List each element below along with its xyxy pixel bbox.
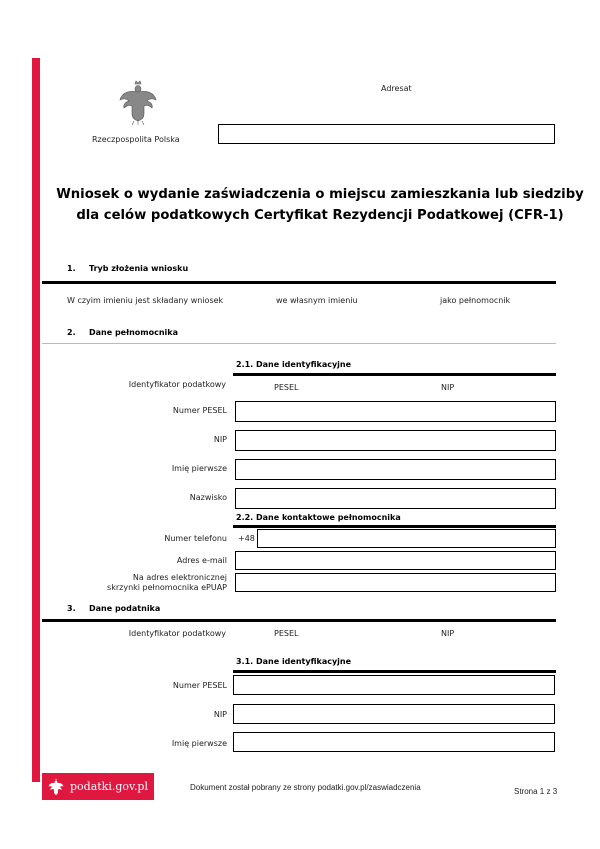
epuap-label-line2: skrzynki pełnomocnika ePUAP [107, 583, 227, 592]
section-divider [42, 281, 556, 284]
subsection-divider [233, 670, 556, 673]
podatki-logo [42, 773, 154, 800]
field-label: Nazwisko [189, 493, 227, 502]
addressee-label: Adresat [381, 84, 412, 93]
proxy-phone-input[interactable] [257, 529, 556, 548]
section-title: Dane pełnomocnika [89, 328, 178, 337]
field-label: Numer PESEL [172, 681, 227, 690]
subsection-2-2-heading: 2.2. Dane kontaktowe pełnomocnika [236, 513, 401, 522]
download-source-note: Dokument został pobrany ze strony podatki.gov.pl/zaswiadczenia [190, 783, 421, 792]
section-number: 2. [67, 328, 76, 337]
field-label: Imię pierwsze [171, 739, 227, 748]
field-label: Numer PESEL [172, 406, 227, 415]
phone-label: Numer telefonu [164, 534, 227, 543]
option-own-name[interactable]: we własnym imieniu [276, 296, 358, 305]
brand-name: podatki.gov.pl [70, 780, 148, 793]
option-as-proxy[interactable]: jako pełnomocnik [440, 296, 511, 305]
form-title-line2: dla celów podatkowych Certyfikat Rezydencji Podatkowej (CFR-1) [76, 208, 564, 223]
taxpayer-pesel-input[interactable] [233, 675, 555, 695]
taxpayer-nip-input[interactable] [233, 704, 555, 724]
tax-id-option-nip[interactable]: NIP [441, 383, 455, 392]
proxy-last-name-input[interactable] [235, 488, 556, 509]
form-title-line1: Wniosek o wydanie zaświadczenia o miejscu zamieszkania lub siedziby [56, 187, 584, 202]
page-number: Strona 1 z 3 [514, 787, 558, 796]
proxy-email-input[interactable] [235, 551, 556, 570]
taxpayer-first-name-input[interactable] [233, 732, 555, 752]
subsection-2-1-heading: 2.1. Dane identyfikacyjne [236, 360, 352, 369]
section-title: Tryb złożenia wniosku [89, 264, 189, 273]
tax-id-option-pesel[interactable]: PESEL [274, 629, 299, 638]
section-1-heading [67, 264, 188, 273]
subsection-divider [233, 525, 556, 528]
email-label: Adres e-mail [176, 556, 227, 565]
tax-id-option-nip[interactable]: NIP [441, 629, 455, 638]
tax-id-option-pesel[interactable]: PESEL [274, 383, 299, 392]
section-number: 1. [67, 264, 76, 273]
accent-bar [32, 58, 40, 782]
section-divider [42, 619, 556, 622]
phone-prefix: +48 [238, 534, 255, 543]
submission-mode-question: W czyim imieniu jest składany wniosek [67, 296, 224, 305]
subsection-3-1-heading: 3.1. Dane identyfikacyjne [236, 657, 352, 666]
field-label: Imię pierwsze [171, 464, 227, 473]
section-title: Dane podatnika [89, 604, 161, 613]
section-2-heading [67, 328, 178, 337]
section-3-heading [67, 604, 160, 613]
section-divider [42, 343, 556, 344]
addressee-field[interactable] [218, 124, 555, 144]
eagle-emblem-icon [118, 80, 158, 126]
section-number: 3. [67, 604, 76, 613]
eagle-logo-icon [48, 778, 64, 796]
tax-id-label: Identyfikator podatkowy [128, 629, 226, 638]
country-label: Rzeczpospolita Polska [92, 135, 180, 144]
proxy-nip-input[interactable] [235, 430, 556, 451]
proxy-epuap-input[interactable] [235, 573, 556, 592]
subsection-divider [233, 373, 556, 376]
field-label: NIP [213, 710, 227, 719]
proxy-pesel-input[interactable] [235, 401, 556, 422]
tax-id-label: Identyfikator podatkowy [128, 380, 226, 389]
epuap-label-line1: Na adres elektronicznej [132, 573, 227, 582]
proxy-first-name-input[interactable] [235, 459, 556, 480]
field-label: NIP [213, 435, 227, 444]
